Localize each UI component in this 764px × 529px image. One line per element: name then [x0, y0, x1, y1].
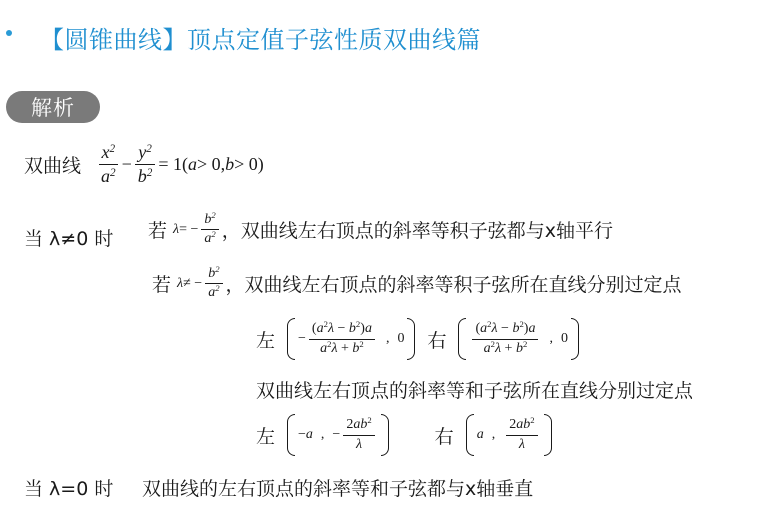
condition2-math: λ ≠ − $\frac{b^2}{a^2}$ — [177, 266, 226, 301]
right-fixed-point-1: $\frac{(a^2\lambda - b^2)a}{a^2\lambda + b^2}$ , 0 — [458, 318, 579, 360]
right-label-1: 右 — [427, 329, 447, 352]
analysis-badge: 解析 — [6, 91, 100, 123]
hyperbola-label: 双曲线 — [24, 154, 82, 177]
hyperbola-equation: $\frac{x^2}{a^2}$ − $\frac{y^2}{b^2}$ = 1( a > 0, b > 0) — [95, 142, 264, 186]
left-label-2: 左 — [256, 425, 276, 448]
left-fixed-point-2: − a , − $\frac{2ab^2}{\lambda}$ — [287, 414, 389, 456]
sum-fixed-points-line — [256, 414, 552, 456]
product-fixed-points-line — [256, 318, 579, 360]
bullet-dot — [6, 30, 12, 36]
sum-chord-text: 双曲线左右顶点的斜率等和子弦所在直线分别过定点 — [256, 380, 694, 402]
condition1-text: ，双曲线左右顶点的斜率等积子弦都与x轴平行 — [221, 220, 613, 243]
condition2-text: ，双曲线左右顶点的斜率等积子弦所在直线分别过定点 — [225, 274, 682, 297]
condition1-line — [148, 212, 613, 247]
hyperbola-equation-line — [24, 142, 264, 186]
right-label-2: 右 — [434, 425, 454, 448]
if2-label: 若 — [152, 274, 172, 297]
case1-prefix: 当 λ≠0 时 — [24, 228, 114, 250]
case2-text: 双曲线的左右顶点的斜率等和子弦都与x轴垂直 — [142, 478, 534, 500]
left-label-1: 左 — [256, 329, 276, 352]
case2-prefix: 当 λ=0 时 — [24, 478, 114, 500]
if1-label: 若 — [148, 220, 168, 243]
condition2-line — [152, 266, 682, 301]
right-fixed-point-2: a , $\frac{2ab^2}{\lambda}$ — [466, 414, 552, 456]
page-title: 【圆锥曲线】顶点定值子弦性质双曲线篇 — [40, 26, 481, 54]
left-fixed-point-1: − $\frac{(a^2\lambda - b^2)a}{a^2\lambda + b^2}$ , 0 — [287, 318, 415, 360]
condition1-math: λ = − $\frac{b^2}{a^2}$ — [173, 212, 222, 247]
